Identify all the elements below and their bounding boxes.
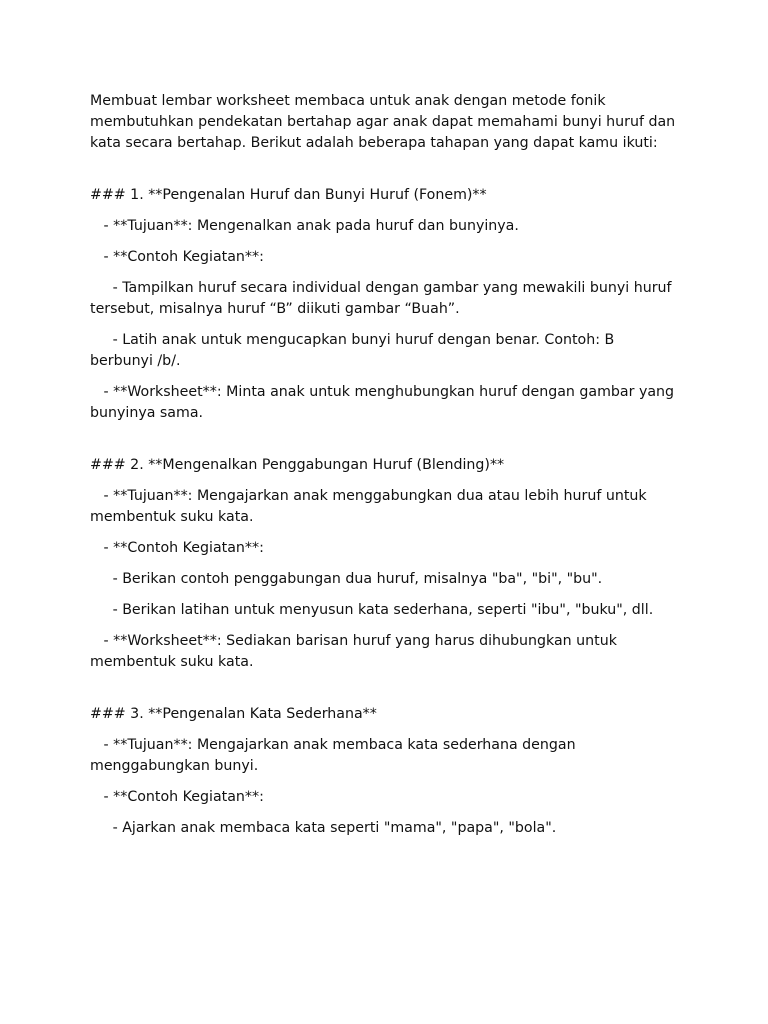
section-1-tujuan: - **Tujuan**: Mengenalkan anak pada huruf dan bunyinya. bbox=[90, 218, 519, 234]
section-2-example-2: - Berikan latihan untuk menyusun kata sederhana, seperti "ibu", "buku", dll. bbox=[90, 602, 654, 618]
section-1-contoh-label: - **Contoh Kegiatan**: bbox=[90, 249, 264, 265]
section-1-example-2: - Latih anak untuk mengucapkan bunyi huruf dengan benar. Contoh: B berbunyi /b/. bbox=[90, 332, 619, 369]
section-3-contoh-label: - **Contoh Kegiatan**: bbox=[90, 789, 264, 805]
section-3-tujuan: - **Tujuan**: Mengajarkan anak membaca kata sederhana dengan menggabungkan bunyi. bbox=[90, 737, 581, 774]
intro-paragraph: Membuat lembar worksheet membaca untuk anak dengan metode fonik membutuhkan pendekatan bertahap agar anak dapat memahami bunyi huruf dan kata secara bertahap. Berikut adalah beberapa tahapan yang dapat kamu ikuti: bbox=[90, 93, 680, 151]
section-2-example-1: - Berikan contoh penggabungan dua huruf, misalnya "ba", "bi", "bu". bbox=[90, 571, 603, 587]
section-2-worksheet: - **Worksheet**: Sediakan barisan huruf yang harus dihubungkan untuk membentuk suku kata. bbox=[90, 633, 622, 670]
section-1-heading: ### 1. **Pengenalan Huruf dan Bunyi Huruf (Fonem)** bbox=[90, 187, 487, 203]
section-3-heading: ### 3. **Pengenalan Kata Sederhana** bbox=[90, 706, 377, 722]
section-3-example-1: - Ajarkan anak membaca kata seperti "mama", "papa", "bola". bbox=[90, 820, 557, 836]
section-2-tujuan: - **Tujuan**: Mengajarkan anak menggabungkan dua atau lebih huruf untuk membentuk suku kata. bbox=[90, 488, 652, 525]
section-1-worksheet: - **Worksheet**: Minta anak untuk menghubungkan huruf dengan gambar yang bunyinya sama. bbox=[90, 384, 679, 421]
section-2-heading: ### 2. **Mengenalkan Penggabungan Huruf (Blending)** bbox=[90, 457, 505, 473]
section-1-example-1: - Tampilkan huruf secara individual dengan gambar yang mewakili bunyi huruf tersebut, misalnya huruf “B” diikuti gambar “Buah”. bbox=[90, 280, 677, 317]
section-2-contoh-label: - **Contoh Kegiatan**: bbox=[90, 540, 264, 556]
